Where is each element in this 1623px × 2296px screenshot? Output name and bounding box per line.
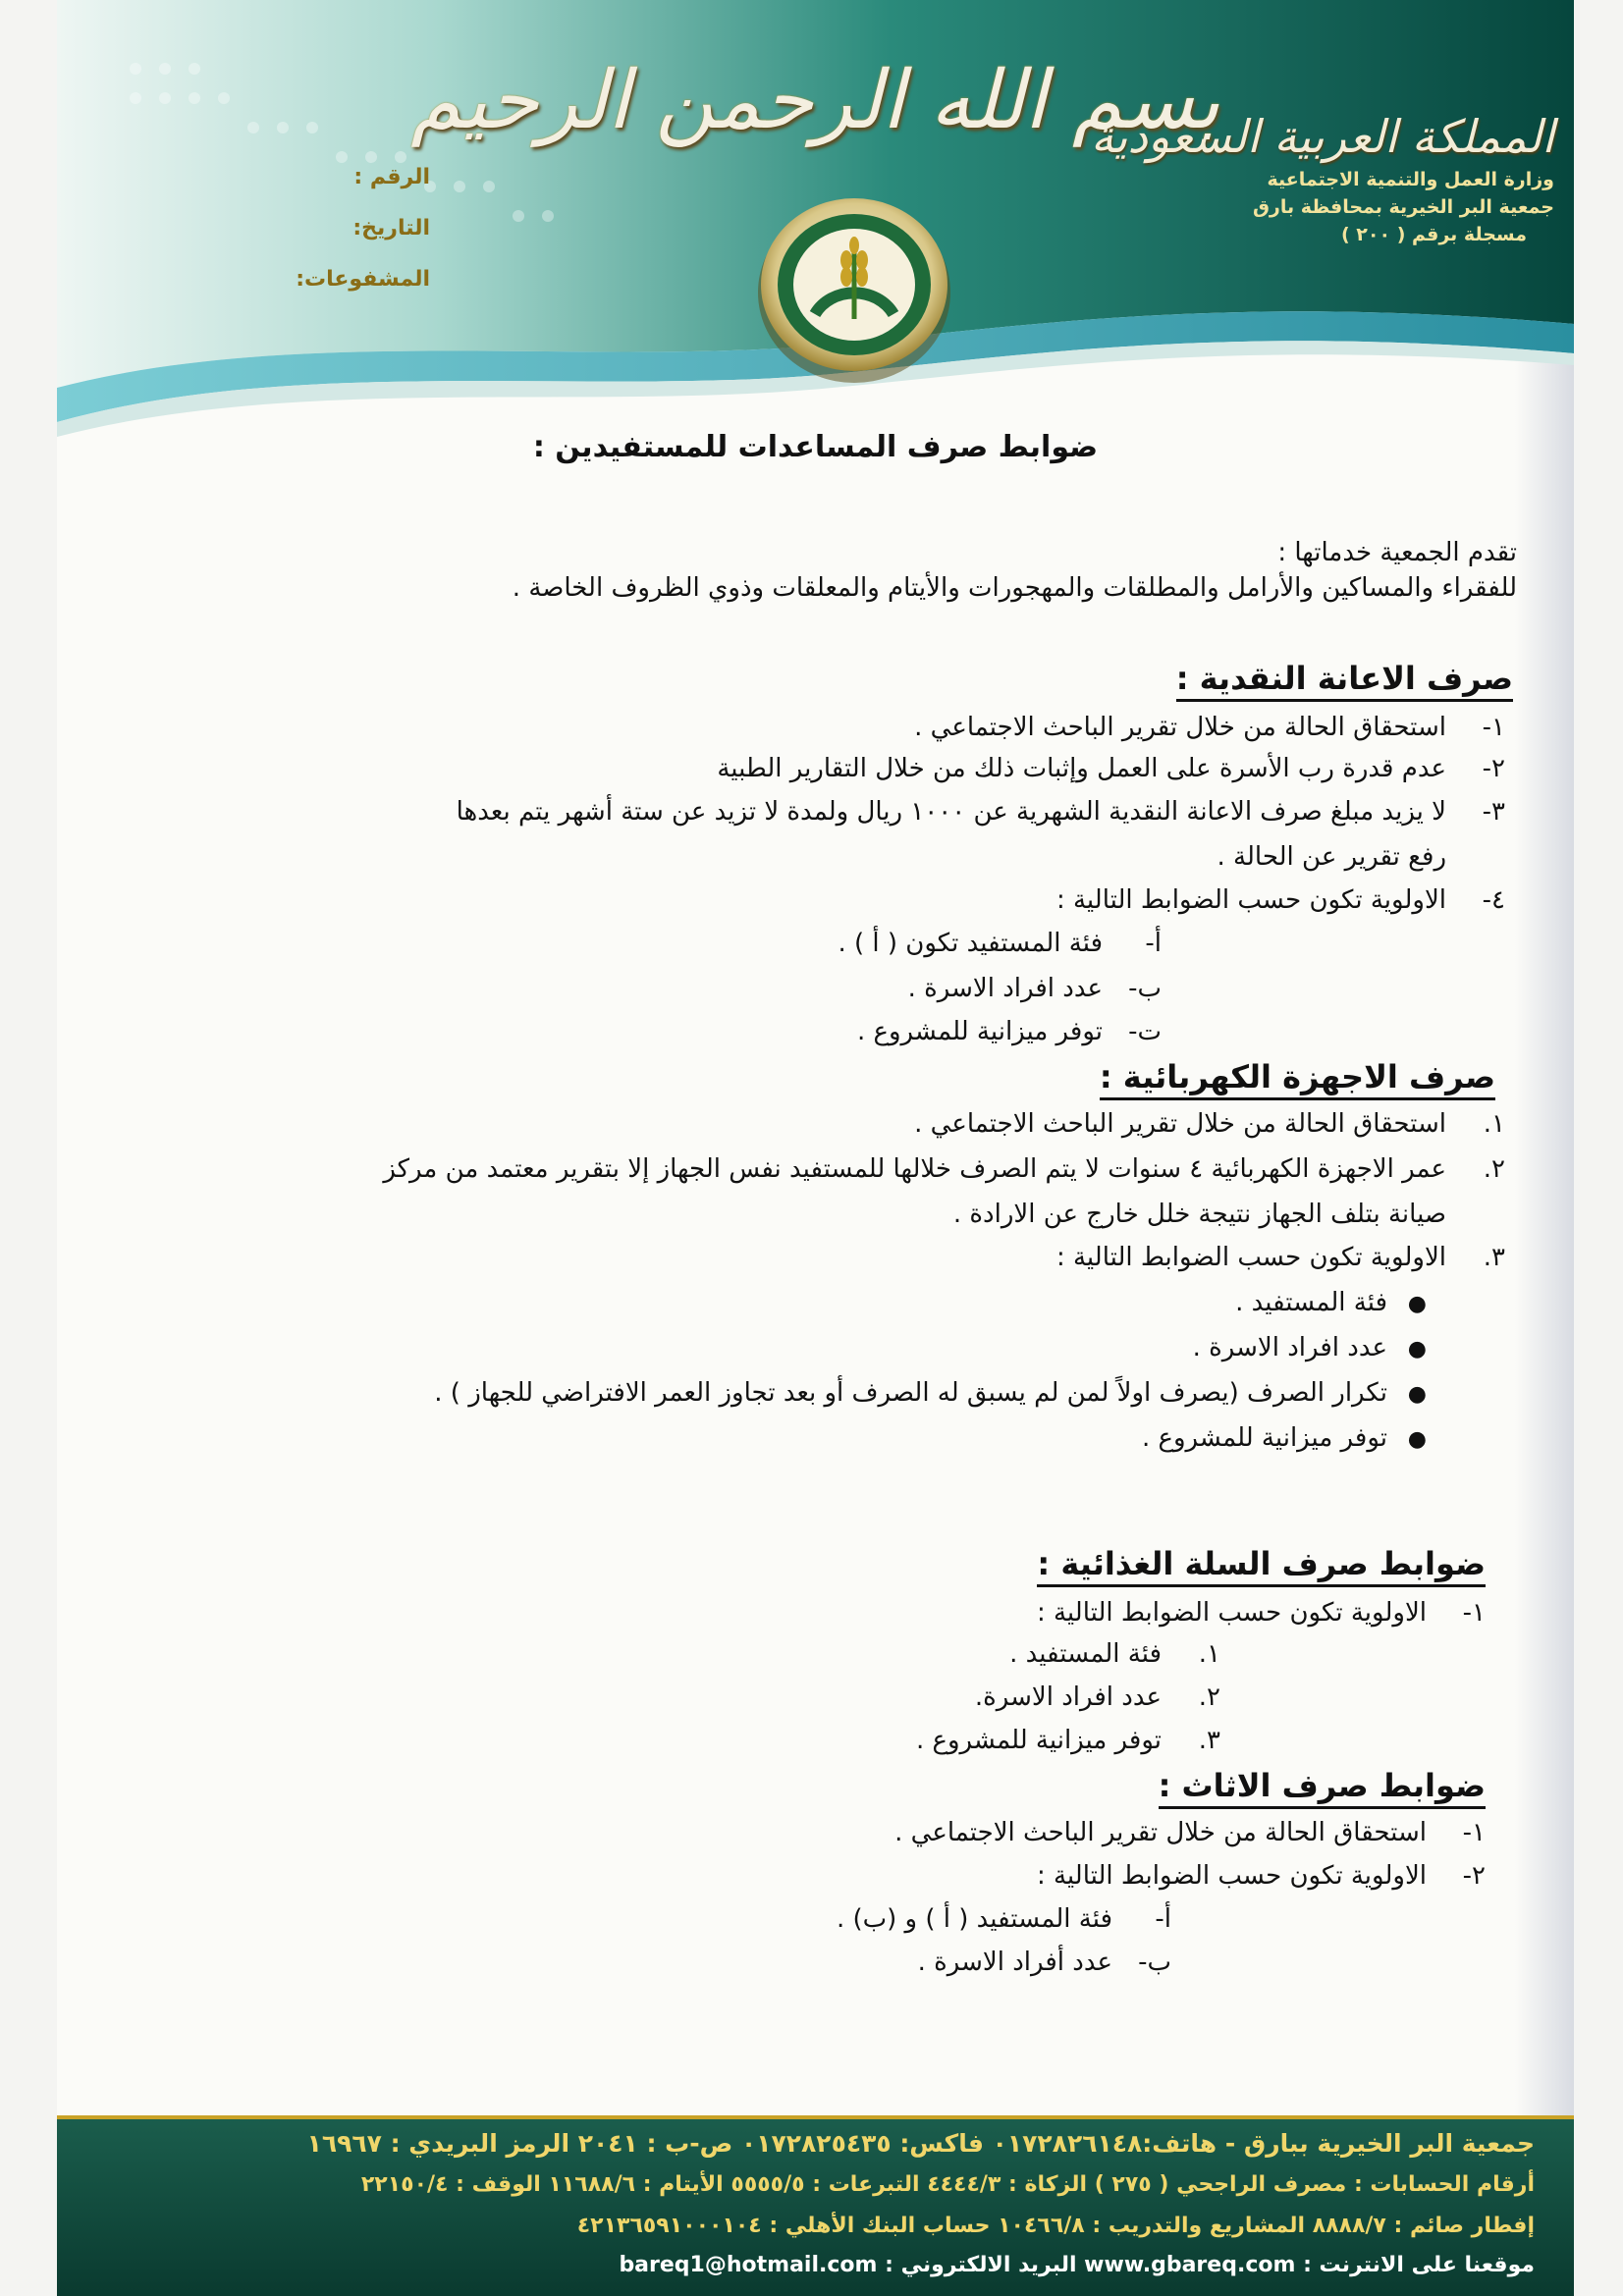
appliances-item-3 (1056, 1243, 1505, 1272)
item-number: ٢- (1462, 1861, 1486, 1891)
item-text: استحقاق الحالة من خلال تقرير الباحث الاجتماعي . (894, 1818, 1427, 1847)
number-label: الرقم : (353, 165, 430, 189)
item-text: فئة المستفيد ( أ ) و (ب) . (836, 1904, 1112, 1934)
cash-aid-item-4 (1056, 885, 1505, 915)
footer-contact: جمعية البر الخيرية ببارق - هاتف:٠١٧٢٨٢٦١٤٨ فاكس: ٠١٧٢٨٢٥٤٣٥ ص-ب : ٢٠٤١ الرمز البريدي : ١٦٩٦٧ (306, 2129, 1535, 2158)
item-text: فئة المستفيد . (1009, 1639, 1162, 1669)
appliances-bullet-1 (1235, 1288, 1427, 1317)
cash-aid-item-1 (914, 713, 1505, 742)
food-basket-heading: ضوابط صرف السلة الغذائية : (1037, 1545, 1486, 1587)
basmala: بسم الله الرحمن الرحيم (410, 54, 1220, 147)
cash-aid-heading: صرف الاعانة النقدية : (1176, 660, 1513, 702)
item-text: عدد افراد الاسرة. (974, 1682, 1162, 1712)
reference-block (224, 165, 430, 318)
cash-aid-item-3 (457, 797, 1505, 827)
item-number: ت- (1128, 1017, 1162, 1046)
item-number: ٢. (1198, 1682, 1220, 1712)
appliances-bullet-3 (434, 1378, 1427, 1408)
appliances-item-1 (914, 1109, 1505, 1139)
bullet-icon: ● (1407, 1292, 1427, 1316)
ministry-name: وزارة العمل والتنمية الاجتماعية (1267, 169, 1554, 190)
item-text: توفر ميزانية للمشروع . (915, 1726, 1162, 1755)
item-text: توفر ميزانية للمشروع . (856, 1017, 1103, 1046)
bullet-icon: ● (1407, 1427, 1427, 1452)
appliances-bullet-4 (1142, 1423, 1427, 1453)
item-text: عدم قدرة رب الأسرة على العمل وإثبات ذلك من خلال التقارير الطبية (717, 754, 1446, 783)
cash-aid-item-2 (717, 754, 1505, 783)
item-number: ١- (1482, 713, 1505, 742)
society-logo (758, 198, 950, 383)
letterhead-footer (57, 2115, 1574, 2296)
footer-web[interactable]: موقعنا على الانترنت : www.gbareq.com البريد الالكتروني : bareq1@hotmail.com (619, 2253, 1535, 2277)
organization-block (1091, 110, 1554, 245)
footer-accounts: أرقام الحسابات : مصرف الراجحي ( ٢٧٥ ) الزكاة : ٤٤٤٤/٣ التبرعات : ٥٥٥٥/٥ الأيتام : ١١٦٨٨/٦ الوقف : ٢٢١٥٠/٤ (360, 2172, 1535, 2197)
item-text: عدد أفراد الاسرة . (917, 1948, 1112, 1977)
registration-number: مسجلة برقم ( ٢٠٠ ) (1340, 224, 1527, 245)
letterhead (57, 0, 1574, 461)
item-text: الاولوية تكون حسب الضوابط التالية : (1055, 1243, 1446, 1272)
appliances-item-2-cont: صيانة بتلف الجهاز نتيجة خلل خارج عن الارادة . (952, 1200, 1446, 1229)
society-name: جمعية البر الخيرية بمحافظة بارق (1252, 196, 1554, 218)
item-number: ٢. (1483, 1154, 1505, 1184)
item-text: استحقاق الحالة من خلال تقرير الباحث الاجتماعي . (914, 713, 1446, 742)
item-number: ب- (1138, 1948, 1171, 1977)
furniture-item-2 (1037, 1861, 1486, 1891)
cash-aid-sub-c (857, 1017, 1162, 1046)
item-text: فئة المستفيد تكون ( أ ) . (838, 929, 1103, 958)
item-number: ٣- (1482, 797, 1505, 827)
furniture-sub-a (837, 1904, 1171, 1934)
appliances-bullet-2 (1193, 1333, 1427, 1362)
attachments-label: المشفوعات: (296, 267, 430, 292)
furniture-item-1 (894, 1818, 1486, 1847)
food-basket-sub-1 (1009, 1639, 1220, 1669)
item-number: ١. (1198, 1639, 1220, 1669)
cash-aid-sub-a (838, 929, 1162, 958)
item-number: ب- (1128, 974, 1162, 1003)
bullet-text: عدد افراد الاسرة . (1192, 1333, 1387, 1362)
food-basket-sub-2 (975, 1682, 1220, 1712)
item-text: الاولوية تكون حسب الضوابط التالية : (1036, 1861, 1427, 1891)
item-number: ٣. (1198, 1726, 1220, 1755)
bullet-text: توفر ميزانية للمشروع . (1141, 1423, 1387, 1453)
letter-page (57, 0, 1574, 2296)
intro-line-2: للفقراء والمساكين والأرامل والمطلقات والمهجورات والأيتام والمعلقات وذوي الظروف الخاصة . (512, 573, 1517, 603)
cash-aid-sub-b (908, 974, 1162, 1003)
page-title: ضوابط صرف المساعدات للمستفيدين : (532, 430, 1099, 464)
furniture-heading: ضوابط صرف الاثاث : (1159, 1767, 1486, 1809)
item-number: ٣. (1483, 1243, 1505, 1272)
bullet-text: فئة المستفيد . (1235, 1288, 1387, 1317)
item-text: الاولوية تكون حسب الضوابط التالية : (1055, 885, 1446, 915)
item-text: استحقاق الحالة من خلال تقرير الباحث الاجتماعي . (914, 1109, 1446, 1139)
item-number: ١- (1462, 1818, 1486, 1847)
appliances-item-2 (383, 1154, 1505, 1184)
item-number: أ- (1155, 1904, 1171, 1934)
item-number: ٤- (1482, 885, 1505, 915)
bullet-icon: ● (1407, 1337, 1427, 1362)
bullet-text: تكرار الصرف (يصرف اولاً لمن لم يسبق له الصرف أو بعد تجاوز العمر الافتراضي للجهاز ) . (434, 1378, 1387, 1408)
cash-aid-item-3-cont: رفع تقرير عن الحالة . (1217, 842, 1446, 872)
item-number: ١. (1483, 1109, 1505, 1139)
bullet-icon: ● (1407, 1382, 1427, 1407)
food-basket-sub-3 (916, 1726, 1220, 1755)
item-number: ١- (1462, 1598, 1486, 1628)
furniture-sub-b (918, 1948, 1171, 1977)
appliances-heading: صرف الاجهزة الكهربائية : (1100, 1058, 1495, 1100)
item-text: الاولوية تكون حسب الضوابط التالية : (1036, 1598, 1427, 1628)
food-basket-item-1 (1037, 1598, 1486, 1628)
item-text: لا يزيد مبلغ صرف الاعانة النقدية الشهرية عن ١٠٠٠ ريال ولمدة لا تزيد عن ستة أشهر يتم بعدها (456, 797, 1446, 827)
item-number: أ- (1145, 929, 1162, 958)
footer-bank: إفطار صائم : ٨٨٨٨/٧ المشاريع والتدريب : ١٠٤٦٦/٨ حساب البنك الأهلي : ٤٢١٣٦٥٩١٠٠٠١٠٤ (576, 2214, 1535, 2238)
date-label: التاريخ: (352, 216, 430, 240)
item-text: عدد افراد الاسرة . (907, 974, 1103, 1003)
item-number: ٢- (1482, 754, 1505, 783)
intro-line-1: تقدم الجمعية خدماتها : (1277, 538, 1517, 567)
item-text: عمر الاجهزة الكهربائية ٤ سنوات لا يتم الصرف خلالها للمستفيد نفس الجهاز إلا بتقرير معتمد من مركز (383, 1154, 1446, 1184)
kingdom-name: المملكة العربية السعودية (1091, 110, 1554, 163)
